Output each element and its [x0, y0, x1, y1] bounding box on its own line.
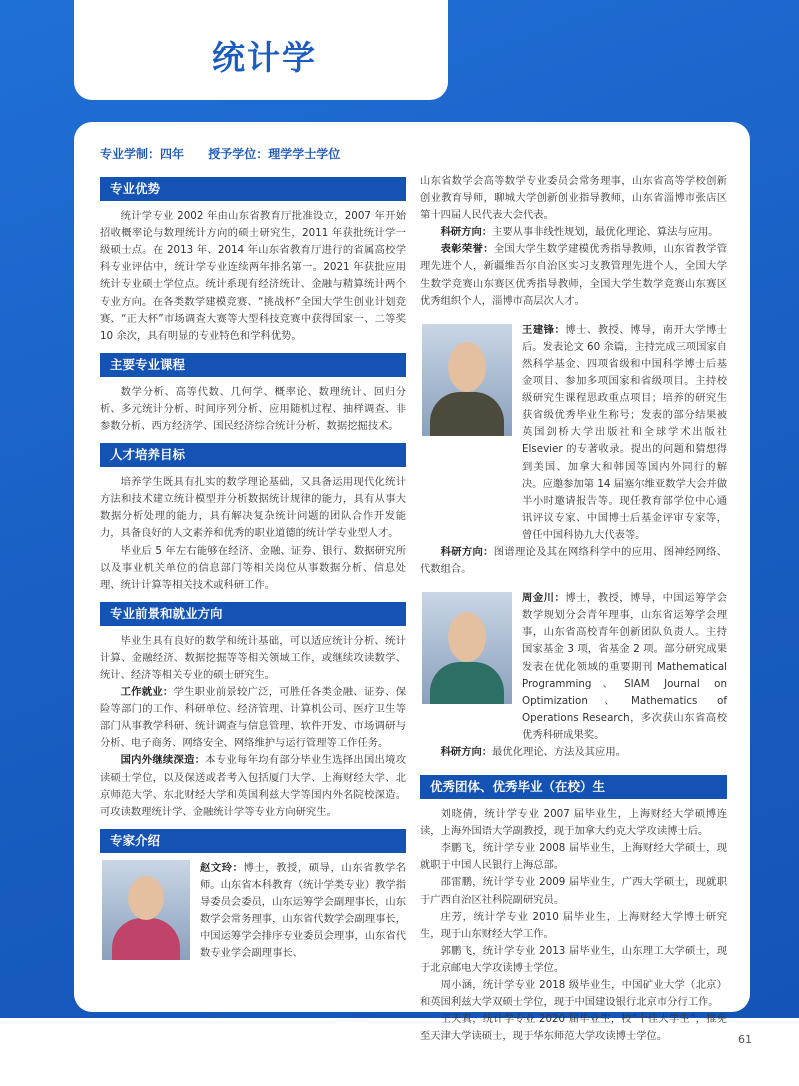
research-label: 科研方向：	[440, 746, 493, 758]
expert-zhao-bio-head: 博士，教授，硕导，山东省教学名师。山东省本科教育（统计学类专业）教学指导委员会委员，山东运筹学会副理事长，山东数学会常务理事，山东省代数学会副理事长，中国运筹学会排序专业委员会理事，山东省代数专业学会副理事长、	[200, 861, 407, 960]
alumni-item: 郭鹏飞，统计学专业 2013 届毕业生，山东理工大学硕士，现于北京邮电大学攻读博士学位。	[420, 944, 727, 974]
expert-zhao-name: 赵文玲：	[200, 861, 244, 874]
expert-zhao-text	[200, 860, 406, 963]
expert-wang-research	[420, 544, 727, 578]
expert-zhou	[420, 590, 727, 744]
expert-wang	[420, 322, 727, 544]
goals-text-2: 毕业后 5 年左右能够在经济、金融、证券、银行、数据研究所以及事业机关单位的信息部门等相关岗位从事数据分析、信息处理、统计计算等相关技术或科研工作。	[100, 544, 406, 591]
expert-zhao-research	[420, 224, 727, 241]
career-label-study: 国内外继续深造：	[120, 754, 206, 767]
research-label: 科研方向：	[440, 226, 493, 239]
career-text-1: 毕业生具有良好的数学和统计基础，可以适应统计分析、统计计算、金融经济、数据挖掘等等相关领域工作，或继续攻读数学、统计、经济等相关专业的硕士研究生。	[100, 634, 406, 681]
expert-zhao-honor	[420, 241, 727, 309]
expert-zhou-bio: 博士，教授，博导，中国运筹学会数学规划分会青年理事，山东省运筹学会理事，山东省高校青年创新团队负责人。主持国家基金 3 项，省基金 2 项。部分研究成果发表在优化领域的重要期刊 Mathematical Programming、SIAM Journal on Optimization、Mathematics of Operations Research，多次获山东省高校优秀科研成果奖。	[522, 592, 728, 741]
expert-zhou-name: 周金川：	[522, 592, 566, 605]
expert-zhou-text	[522, 590, 727, 744]
alumni-item: 王天真，统计学专业 2020 届毕业生，校“十佳大学生”，推免至天津大学读硕士，现于华东师范大学攻读博士学位。	[420, 1013, 727, 1043]
research-text: 最优化理论、方法及其应用。	[492, 746, 626, 758]
section-header-experts: 专家介绍	[100, 829, 406, 853]
career-label-work: 工作就业：	[120, 686, 174, 699]
alumni-item: 刘晓倩，统计学专业 2007 届毕业生，上海财经大学硕博连读，上海外国语大学副教授，现于加拿大约克大学攻读博士后。	[420, 808, 727, 838]
right-column	[420, 173, 727, 1045]
research-label: 科研方向：	[440, 545, 494, 558]
section-header-courses: 主要专业课程	[100, 353, 406, 377]
program-meta	[100, 146, 406, 163]
alumni-item: 邵雷鹏，统计学专业 2009 届毕业生，广西大学硕士，现就职于广西自治区社科院副研究员。	[420, 876, 727, 906]
section-header-goals: 人才培养目标	[100, 443, 406, 467]
photo-body	[430, 392, 504, 436]
expert-photo-zhou	[422, 592, 512, 704]
photo-face	[448, 612, 486, 662]
career-text-3	[100, 752, 406, 820]
honor-label: 表彰荣誉：	[440, 243, 494, 256]
expert-zhou-research	[420, 744, 727, 761]
photo-body	[112, 918, 180, 960]
alumni-item: 李鹏飞，统计学专业 2008 届毕业生，上海财经大学硕士，现就职于中国人民银行上海总部。	[420, 842, 727, 872]
research-text: 主要从事非线性规划，最优化理论、算法与应用。	[492, 226, 719, 239]
expert-wang-text	[522, 322, 727, 544]
section-header-advantage: 专业优势	[100, 177, 406, 201]
expert-zhao-bio-cont: 山东省数学会高等数学专业委员会常务理事，山东省高等学校创新创业教育导师，聊城大学创新创业指导教师，山东省淄博市张店区第十四届人民代表大会代表。	[420, 175, 727, 222]
research-text: 图谱理论及其在网络科学中的应用、图神经网络、代数组合。	[420, 545, 728, 576]
photo-body	[430, 662, 504, 704]
photo-face	[128, 876, 164, 920]
page-number: 61	[738, 1033, 752, 1046]
expert-photo-wang	[422, 324, 512, 436]
section-header-career: 专业前景和就业方向	[100, 602, 406, 626]
expert-zhao	[100, 860, 406, 963]
alumni-item: 庄芳，统计学专业 2010 届毕业生，上海财经大学博士研究生，现于山东财经大学工作。	[420, 910, 727, 940]
study-length: 专业学制：四年	[100, 147, 185, 161]
courses-text: 数学分析、高等代数、几何学、概率论、数理统计、回归分析、多元统计分析、时间序列分析、应用随机过程、抽样调查、非参数分析、西方经济学、国民经济综合统计分析、数据挖掘技术。	[100, 385, 406, 433]
honor-text: 全国大学生数学建模优秀指导教师，山东省教学管理先进个人，新疆维吾尔自治区实习支教管理先进个人，全国大学生数学竞赛山东赛区优秀指导教师，全国大学生数学竞赛山东赛区优秀组织个人，淄博市高层次人才。	[420, 243, 728, 307]
section-header-alumni: 优秀团体、优秀毕业（在校）生	[420, 775, 727, 799]
expert-photo-zhao	[102, 860, 190, 960]
career-text-2	[100, 684, 406, 752]
left-column	[100, 146, 406, 962]
photo-face	[448, 342, 486, 392]
degree-awarded: 授予学位：理学学士学位	[208, 147, 341, 161]
career-work-text: 学生职业前景较广泛，可胜任各类金融、证券、保险等部门的工作、科研单位、经济管理、计算机公司、医疗卫生等部门从事教学科研、统计调查与信息管理、软件开发、市场调研与分析、电子商务、网络安全、网络维护与运行管理等工作任务。	[100, 686, 406, 750]
career-study-text: 本专业每年均有部分毕业生选择出国出境攻读硕士学位，以及保送或者考入包括厦门大学、上海财经大学、北京师范大学、东北财经大学和英国利兹大学等国内外名院校深造。可攻读数理统计学、金融统计学等专业方向研究生。	[100, 754, 407, 818]
expert-wang-bio: 博士、教授、博导，南开大学博士后。发表论文 60 余篇，主持完成三项国家自然科学基金、四项省级和中国科学博士后基金项目、参加多项国家和省级项目。主持校级研究生课程思政重点项目；培养的研究生获省级优秀毕业生称号；发表的部分结果被英国剑桥大学出版社和全球学术出版社 Elsevier 的专著收录。提出的问题和猜想得到美国、加拿大和韩国等国内外同行的解决。应邀参加第 14 届塞尔维亚数学大会并做半小时邀请报告等。现任教育部学位中心通讯评议专家、中国博士后基金评审专家等，曾任中国科协九大代表等。	[522, 323, 728, 541]
title-banner	[74, 0, 448, 100]
alumni-item: 周小涵，统计学专业 2018 级毕业生，中国矿业大学（北京）和英国利兹大学双硕士学位，现于中国建设银行北京市分行工作。	[420, 979, 727, 1009]
advantage-text: 统计学专业 2002 年由山东省教育厅批准设立，2007 年开始招收概率论与数理统计方向的硕士研究生，2011 年获批统计学一级硕士点。在 2013 年、2014 年山东省教育厅进行的省属高校学科专业评估中，统计学专业连续两年排名第一。2021 年获批应用统计专业硕士学位点。统计系现有经济统计、金融与精算统计两个专业方向。在各类数学建模竞赛、“挑战杯”全国大学生创业计划竞赛、“正大杯”市场调查大赛等大型科技竞赛中获得国家一、二等奖 10 余次，具有明显的专业特色和学科优势。	[100, 210, 406, 342]
page-title: 统计学	[212, 38, 317, 77]
expert-wang-name: 王建锋：	[522, 323, 566, 336]
goals-text-1: 培养学生既具有扎实的数学理论基础，又具备运用现代化统计方法和技术建立统计模型并分析数据统计规律的能力，具有从事大数据分析处理的能力，具有解决复杂统计问题的团队合作开发能力，具备良好的人文素养和优秀的职业道德的统计学专业型人才。	[100, 476, 406, 540]
